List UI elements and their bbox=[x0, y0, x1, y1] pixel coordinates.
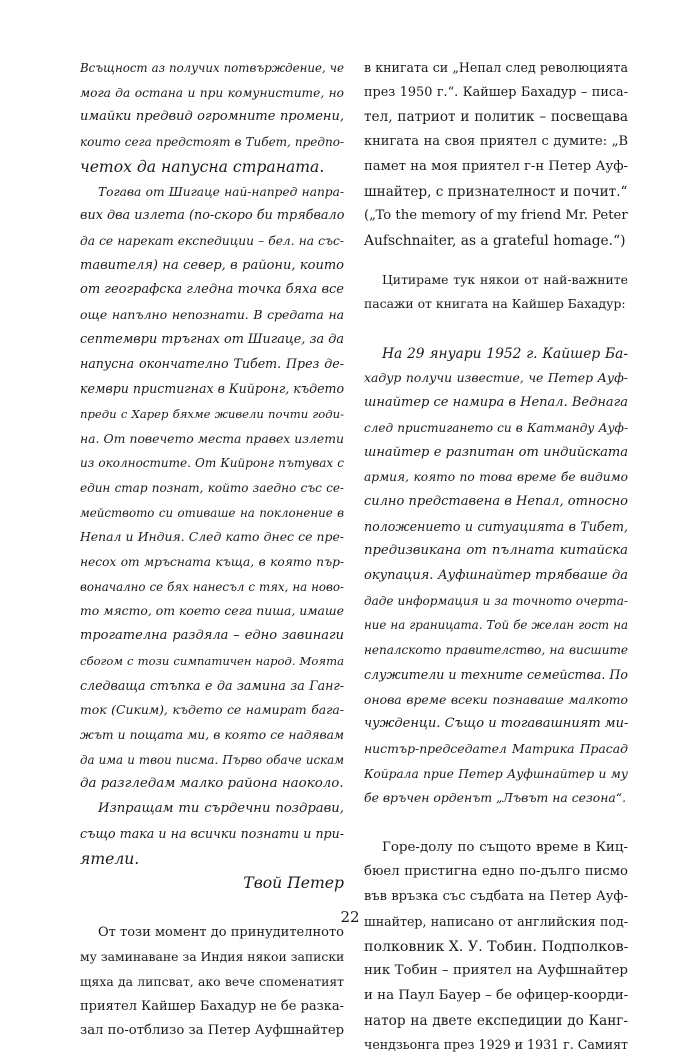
text-line: бюел пристигна едно по-дълго писмо bbox=[364, 864, 628, 880]
paragraph-spacer bbox=[364, 811, 628, 836]
text-line: приятел Кайшер Бахадур не бе разка- bbox=[80, 998, 344, 1014]
page-number: 22 bbox=[340, 908, 360, 926]
text-line: бе връчен орденът „Лъвът на сезона“. bbox=[364, 790, 627, 806]
text-line: несох от мръсната къща, в която пър- bbox=[80, 555, 344, 570]
text-line: чужденци. Също и тогавашният ми- bbox=[364, 716, 628, 732]
text-line: ние на границата. Той бе желан гост на bbox=[364, 618, 628, 633]
text-line: щяха да липсват, ако вече споменатият bbox=[80, 974, 344, 989]
text-line: армия, която по това време бе видимо bbox=[364, 470, 628, 485]
text-line: му заминаване за Индия някои записки bbox=[80, 949, 344, 965]
text-line: да има и твои писма. Първо обаче искам bbox=[80, 752, 344, 767]
book-reference-paragraph bbox=[364, 56, 628, 254]
text-line: („To the memory of my friend Mr. Peter bbox=[364, 208, 628, 224]
text-line: мейството си отиваше на поклонение в bbox=[80, 505, 344, 520]
left-column bbox=[80, 56, 344, 1044]
text-line: хадур получи известие, че Петер Ауф- bbox=[364, 370, 628, 386]
text-line: нистър-председател Матрика Прасад bbox=[364, 740, 628, 756]
text-line: окупация. Ауфшнайтер трябваше да bbox=[364, 568, 628, 584]
text-line: да разгледам малко района наоколо. bbox=[80, 776, 344, 792]
text-line: във връзка със съдбата на Петер Ауф- bbox=[364, 889, 628, 905]
letter-paragraph-1 bbox=[80, 56, 344, 180]
text-line: то място, от което сега пиша, имаше bbox=[80, 603, 344, 619]
text-line: натор на двете експедиции до Канг- bbox=[364, 1012, 628, 1029]
letter-signature: Твой Петер bbox=[243, 874, 344, 893]
text-line: памет на моя приятел г-н Петер Ауф- bbox=[364, 158, 628, 174]
text-line: На 29 януари 1952 г. Кайшер Ба- bbox=[382, 345, 628, 362]
text-line: след пристигането си в Катманду Ауф- bbox=[364, 420, 628, 435]
text-line: Aufschnaiter, as a grateful homage.“) bbox=[364, 232, 626, 249]
text-line: зал по-отблизо за Петер Ауфшнайтер bbox=[80, 1023, 344, 1039]
text-line: и на Паул Бауер – бе офицер-коорди- bbox=[364, 987, 628, 1003]
text-line: имайки предвид огромните промени, bbox=[80, 109, 344, 125]
text-line: Горе-долу по същото време в Киц- bbox=[382, 839, 628, 855]
paragraph-spacer bbox=[364, 317, 628, 342]
text-line: следваща стъпка е да замина за Ганг- bbox=[80, 677, 344, 693]
text-line: шнайтер е разпитан от индийската bbox=[364, 444, 628, 460]
quote-block bbox=[364, 342, 628, 811]
text-line: полковник Х. У. Тобин. Подполков- bbox=[364, 938, 628, 955]
text-line: Койрала прие Петер Ауфшнайтер и му bbox=[364, 766, 628, 781]
text-line: служители и техните семейства. По bbox=[364, 666, 628, 682]
text-line: ток (Сиким), където се намират бага- bbox=[80, 702, 344, 718]
text-line: от географска гледна точка бяха все bbox=[80, 282, 344, 298]
text-line: онова време всеки познаваше малкото bbox=[364, 691, 628, 707]
text-line: мога да остана и при комунистите, но bbox=[80, 85, 344, 100]
text-line: ник Тобин – приятел на Ауфшнайтер bbox=[364, 963, 628, 979]
text-line: да се нарекат експедиции – бел. на със- bbox=[80, 233, 344, 248]
text-line: ятели. bbox=[80, 849, 140, 868]
text-line: книгата на своя приятел с думите: „В bbox=[364, 134, 628, 150]
text-line: също така и на всички познати и при- bbox=[80, 825, 344, 841]
text-line: Непал и Индия. След като днес се пре- bbox=[80, 529, 344, 545]
text-line: напусна окончателно Тибет. През де- bbox=[80, 356, 344, 372]
text-line: пасажи от книгата на Кайшер Бахадур: bbox=[364, 296, 626, 312]
text-line: тел, патриот и политик – посвещава bbox=[364, 109, 628, 126]
letter-paragraph-2 bbox=[80, 180, 344, 798]
text-line: преди с Харер бяхме живели почти годи- bbox=[80, 406, 344, 421]
text-line: От този момент до принудителното bbox=[98, 924, 344, 940]
text-line: шнайтер, написано от английския под- bbox=[364, 913, 628, 929]
text-line: още напълно непознати. В средата на bbox=[80, 307, 344, 323]
text-line: един стар познат, който заедно със се- bbox=[80, 480, 344, 495]
tobin-letter-paragraph bbox=[364, 836, 628, 1058]
text-line: силно представена в Непал, относно bbox=[364, 493, 628, 509]
text-line: които сега предстоят в Тибет, предпо- bbox=[80, 135, 344, 150]
text-line: трогателна раздяла – едно завинаги bbox=[80, 628, 344, 644]
text-line: жът и пощата ми, в която се надявам bbox=[80, 727, 344, 742]
text-line: кември пристигнах в Кийронг, където bbox=[80, 381, 344, 397]
text-line: Изпращам ти сърдечни поздрави, bbox=[98, 801, 344, 817]
text-line: вих два излета (по-скоро би трябвало bbox=[80, 208, 344, 224]
letter-paragraph-3 bbox=[80, 797, 344, 871]
text-line: през 1950 г.“. Кайшер Бахадур – писа- bbox=[364, 84, 628, 100]
text-line: предизвикана от пълната китайска bbox=[364, 543, 628, 559]
text-line: даде информация и за точното очерта- bbox=[364, 593, 628, 608]
text-line: из околностите. От Кийронг пътувах с bbox=[80, 456, 344, 471]
text-line: Цитираме тук някои от най-важните bbox=[382, 271, 628, 287]
text-line: четох да напусна страната. bbox=[80, 157, 325, 176]
text-line: септември тръгнах от Шигаце, за да bbox=[80, 331, 344, 347]
text-line: Всъщност аз получих потвърждение, че bbox=[80, 61, 344, 75]
text-line: сбогом с този симпатичен народ. Моята bbox=[80, 653, 344, 668]
text-line: положението и ситуацията в Тибет, bbox=[364, 518, 628, 534]
text-line: тавителя) на север, в райони, които bbox=[80, 257, 344, 273]
text-line: шнайтер се намира в Непал. Веднага bbox=[364, 395, 628, 411]
text-line: шнайтер, с признателност и почит.“ bbox=[364, 183, 628, 200]
text-line: непалското правителство, на висшите bbox=[364, 643, 628, 658]
text-line: Тогава от Шигаце най-напред напра- bbox=[98, 184, 344, 199]
text-line: воначално се бях нанесъл с тях, на ново- bbox=[80, 579, 344, 594]
paragraph-spacer bbox=[364, 254, 628, 268]
text-line: в книгата си „Непал след революцията bbox=[364, 60, 628, 75]
narrative-paragraph bbox=[80, 921, 344, 1045]
text-line: на. От повечето места правех излети bbox=[80, 430, 344, 446]
intro-quote-paragraph bbox=[364, 268, 628, 317]
text-line: чендзьонга през 1929 и 1931 г. Самият bbox=[364, 1037, 628, 1053]
